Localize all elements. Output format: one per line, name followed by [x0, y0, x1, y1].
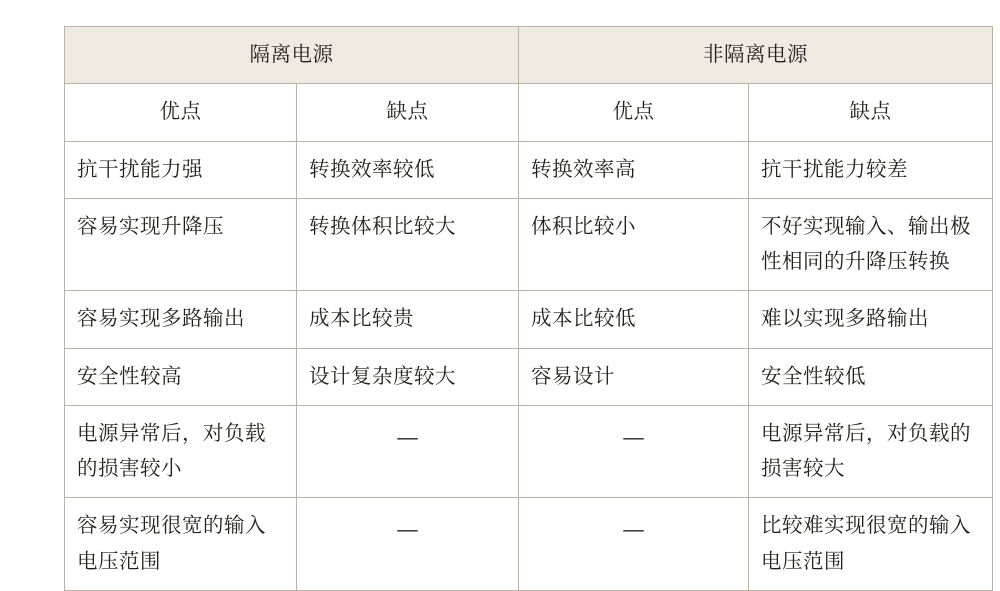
cell-nonisolated-pro-empty — [519, 498, 749, 591]
cell-nonisolated-con: 电源异常后，对负载的损害较大 — [749, 405, 993, 498]
comparison-table — [64, 26, 993, 591]
subheader-nonisolated-cons: 缺点 — [749, 84, 993, 141]
cell-nonisolated-pro: 成本比较低 — [519, 291, 749, 348]
cell-isolated-con: 转换效率较低 — [297, 141, 519, 198]
cell-nonisolated-pro: 转换效率高 — [519, 141, 749, 198]
dash-mark: — — [397, 518, 418, 542]
table-row — [65, 348, 993, 405]
cell-isolated-pro: 安全性较高 — [65, 348, 297, 405]
subheader-isolated-pros: 优点 — [65, 84, 297, 141]
cell-nonisolated-pro: 体积比较小 — [519, 198, 749, 291]
cell-isolated-pro: 容易实现多路输出 — [65, 291, 297, 348]
cell-isolated-con-empty — [297, 405, 519, 498]
dash-mark: — — [623, 425, 644, 449]
cell-nonisolated-con: 难以实现多路输出 — [749, 291, 993, 348]
comparison-table-container — [64, 26, 992, 591]
group-header-isolated: 隔离电源 — [65, 27, 519, 84]
cell-nonisolated-pro-empty — [519, 405, 749, 498]
table-row — [65, 198, 993, 291]
table-group-header-row — [65, 27, 993, 84]
cell-isolated-pro: 容易实现升降压 — [65, 198, 297, 291]
table-row — [65, 405, 993, 498]
table-row — [65, 141, 993, 198]
cell-nonisolated-con: 不好实现输入、输出极性相同的升降压转换 — [749, 198, 993, 291]
cell-nonisolated-pro: 容易设计 — [519, 348, 749, 405]
cell-isolated-con-empty — [297, 498, 519, 591]
dash-mark: — — [397, 425, 418, 449]
subheader-isolated-cons: 缺点 — [297, 84, 519, 141]
cell-isolated-con: 设计复杂度较大 — [297, 348, 519, 405]
cell-nonisolated-con: 比较难实现很宽的输入电压范围 — [749, 498, 993, 591]
table-row — [65, 498, 993, 591]
dash-mark: — — [623, 518, 644, 542]
cell-isolated-pro: 容易实现很宽的输入电压范围 — [65, 498, 297, 591]
cell-isolated-con: 转换体积比较大 — [297, 198, 519, 291]
table-subheader-row — [65, 84, 993, 141]
table-row — [65, 291, 993, 348]
cell-isolated-pro: 抗干扰能力强 — [65, 141, 297, 198]
cell-nonisolated-con: 抗干扰能力较差 — [749, 141, 993, 198]
cell-nonisolated-con: 安全性较低 — [749, 348, 993, 405]
subheader-nonisolated-pros: 优点 — [519, 84, 749, 141]
cell-isolated-pro: 电源异常后，对负载的损害较小 — [65, 405, 297, 498]
group-header-non-isolated: 非隔离电源 — [519, 27, 993, 84]
cell-isolated-con: 成本比较贵 — [297, 291, 519, 348]
